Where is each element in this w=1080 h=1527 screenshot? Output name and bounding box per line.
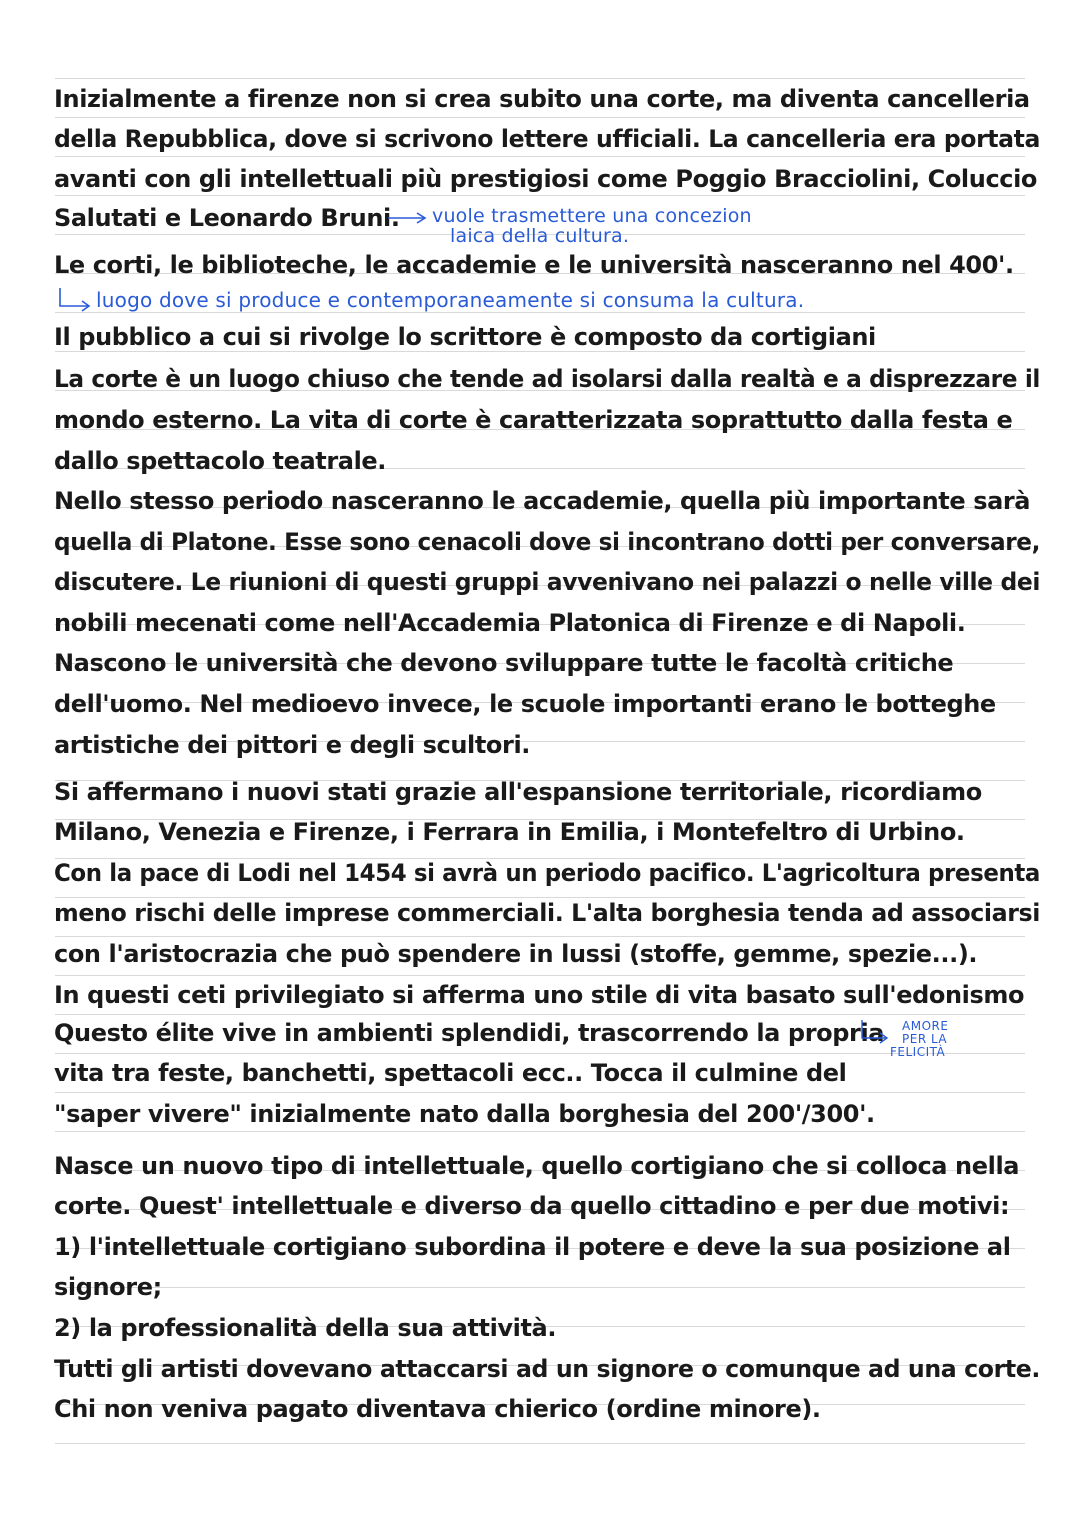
text-line: Questo élite vive in ambienti splendidi, trascorrendo la propria [54, 1019, 885, 1047]
text-line: 1) l'intellettuale cortigiano subordina il potere e deve la sua posizione al [54, 1233, 1011, 1261]
text-line: quella di Platone. Esse sono cenacoli dove si incontrano dotti per conversare, [54, 528, 1040, 556]
ruled-line [55, 195, 1025, 196]
text-line: nobili mecenati come nell'Accademia Platonica di Firenze e di Napoli. [54, 609, 966, 637]
text-line: meno rischi delle imprese commerciali. L'alta borghesia tenda ad associarsi [54, 899, 1040, 927]
annotation-edonismo-line1: AMORE [902, 1019, 949, 1033]
text-line: signore; [54, 1273, 162, 1301]
corner-arrow-icon [856, 1018, 892, 1048]
corner-arrow-icon [54, 286, 94, 314]
ruled-line [55, 1053, 1025, 1054]
text-line: Si affermano i nuovi stati grazie all'espansione territoriale, ricordiamo [54, 778, 982, 806]
text-line: Le corti, le biblioteche, le accademie e le università nasceranno nel 400'. [54, 251, 1014, 279]
text-line: 2) la professionalità della sua attività. [54, 1314, 557, 1342]
text-line: Nascono le università che devono sviluppare tutte le facoltà critiche [54, 649, 954, 677]
text-line: corte. Quest' intellettuale e diverso da quello cittadino e per due motivi: [54, 1192, 1010, 1220]
text-line: artistiche dei pittori e degli scultori. [54, 731, 531, 759]
text-line: discutere. Le riunioni di questi gruppi avvenivano nei palazzi o nelle ville dei [54, 568, 1040, 596]
text-line: Inizialmente a firenze non si crea subito una corte, ma diventa cancelleria [54, 85, 1030, 113]
ruled-line [55, 156, 1025, 157]
annotation-bruni-line1: vuole trasmettere una concezion [432, 205, 752, 227]
annotation-bruni-line2: laica della cultura. [450, 225, 630, 247]
text-line: Il pubblico a cui si rivolge lo scrittore è composto da cortigiani [54, 323, 876, 351]
text-line: Milano, Venezia e Firenze, i Ferrara in Emilia, i Montefeltro di Urbino. [54, 818, 965, 846]
ruled-line [55, 1443, 1025, 1444]
ruled-line [55, 312, 1025, 313]
annotation-corte: luogo dove si produce e contemporaneamente si consuma la cultura. [96, 288, 805, 312]
ruled-line [55, 1287, 1025, 1288]
text-line: La corte è un luogo chiuso che tende ad isolarsi dalla realtà e a disprezzare il [54, 365, 1040, 393]
text-line: avanti con gli intellettuali più prestigiosi come Poggio Bracciolini, Coluccio [54, 165, 1038, 193]
annotation-edonismo-line3: FELICITÀ [890, 1045, 946, 1059]
ruled-line [55, 117, 1025, 118]
text-line: con l'aristocrazia che può spendere in lussi (stoffe, gemme, spezie...). [54, 940, 978, 968]
text-line: dallo spettacolo teatrale. [54, 447, 387, 475]
text-line: dell'uomo. Nel medioevo invece, le scuole importanti erano le botteghe [54, 690, 996, 718]
text-line: Tutti gli artisti dovevano attaccarsi ad un signore o comunque ad una corte. [54, 1355, 1040, 1383]
text-line: Salutati e Leonardo Bruni. [54, 204, 400, 232]
ruled-line [55, 936, 1025, 937]
text-line: "saper vivere" inizialmente nato dalla borghesia del 200'/300'. [54, 1100, 875, 1128]
ruled-line [55, 1092, 1025, 1093]
ruled-line [55, 1131, 1025, 1132]
text-line: Nasce un nuovo tipo di intellettuale, quello cortigiano che si colloca nella [54, 1152, 1020, 1180]
ruled-line [55, 78, 1025, 79]
text-line: mondo esterno. La vita di corte è caratterizzata soprattutto dalla festa e [54, 406, 1013, 434]
ruled-line [55, 975, 1025, 976]
text-line: Chi non veniva pagato diventava chierico (ordine minore). [54, 1395, 821, 1423]
text-line: vita tra feste, banchetti, spettacoli ecc.. Tocca il culmine del [54, 1059, 847, 1087]
text-line: Nello stesso periodo nasceranno le accademie, quella più importante sarà [54, 487, 1031, 515]
annotation-edonismo-line2: PER LA [902, 1032, 948, 1046]
text-line: Con la pace di Lodi nel 1454 si avrà un periodo pacifico. L'agricoltura presenta [54, 859, 1040, 887]
text-line: della Repubblica, dove si scrivono lettere ufficiali. La cancelleria era portata [54, 125, 1040, 153]
ruled-line [55, 1014, 1025, 1015]
text-line: In questi ceti privilegiato si afferma uno stile di vita basato sull'edonismo [54, 981, 1025, 1009]
right-arrow-icon [386, 210, 430, 226]
